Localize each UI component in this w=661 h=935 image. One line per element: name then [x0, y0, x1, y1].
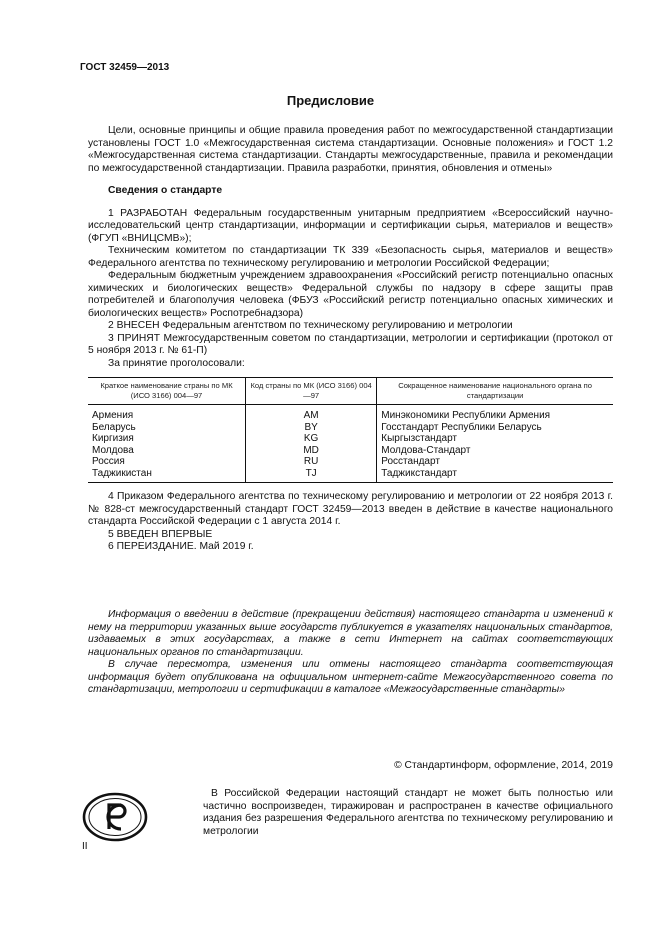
table-header-body: Сокращенное наименование национального органа по стандартизации: [377, 378, 613, 405]
reproduction-text: В Российской Федерации настоящий стандарт не может быть полностью или частично воспроизведен, тиражирован и распространен в качестве официального издания без разрешения Федерального агентства по техническому регулированию и метрологии: [203, 788, 613, 837]
country-name: Россия: [92, 456, 125, 467]
country-code: RU: [246, 456, 377, 468]
page-title: Предисловие: [286, 93, 375, 108]
standards-body: Молдова-Стандарт: [377, 445, 613, 457]
standards-body: Росстандарт: [377, 456, 613, 468]
item-1-registry: Федеральным бюджетным учреждением здравоохранения «Российский регистр потенциально опасных химических и биологических веществ» Федеральной службы по надзору в сфере защиты прав потребителей и благополучия человека (ФБУЗ «Российский регистр потенциально опасных химических и биологических веществ» Роспотребнадзора): [88, 270, 613, 319]
item-1-developed: 1 РАЗРАБОТАН Федеральным государственным унитарным предприятием «Всероссийский научно-исследовательский центр стандартизации, информации и сертификации сырья, материалов и веществ» (ФГУП «ВНИЦСМВ»);: [88, 207, 613, 244]
country-name: Молдова: [92, 444, 134, 456]
country-name: Беларусь: [92, 421, 136, 433]
table-row: [88, 456, 613, 468]
vote-label: За принятие проголосовали:: [108, 357, 245, 369]
standards-body: Минэкономики Республики Армения: [377, 405, 613, 422]
table-row: [88, 445, 613, 457]
table-header-country: Краткое наименование страны по МК (ИСО 3166) 004—97: [88, 378, 246, 405]
country-code: BY: [246, 422, 377, 434]
standards-body: Таджикстандарт: [377, 468, 613, 483]
table-row: [88, 422, 613, 434]
item-2-introduced: 2 ВНЕСЕН Федеральным агентством по техническому регулированию и метрологии: [108, 320, 513, 331]
country-name: Киргизия: [92, 433, 134, 444]
item-5-first-time: 5 ВВЕДЕН ВПЕРВЫЕ: [108, 528, 213, 540]
table-row: [88, 433, 613, 445]
gost-r-mark-icon: [82, 792, 148, 842]
standards-body: Госстандарт Республики Беларусь: [377, 422, 613, 434]
section-subheading: Сведения о стандарте: [108, 185, 223, 196]
page-number: II: [82, 841, 88, 852]
table-header-code: Код страны по МК (ИСО 3166) 004—97: [246, 378, 377, 405]
country-name: Армения: [92, 410, 134, 421]
item-3-adopted: 3 ПРИНЯТ Межгосударственным советом по стандартизации, метрологии и сертификации (протокол от 5 ноября 2013 г. № 61-П): [88, 332, 613, 356]
intro-paragraph: Цели, основные принципы и общие правила проведения работ по межгосударственной стандартизации установлены ГОСТ 1.0 «Межгосударственная система стандартизации. Основные положения» и ГОСТ 1.2 «Межгосударственная система стандартизации. Стандарты межгосударственные, правила и рекомендации по межгосударственной стандартизации. Правила разработки, принятия, обновления и отмены»: [88, 125, 613, 174]
document-id-header: ГОСТ 32459—2013: [80, 62, 170, 73]
copyright-line: © Стандартинформ, оформление, 2014, 2019: [394, 760, 613, 771]
country-code: TJ: [246, 468, 377, 483]
country-code: MD: [246, 445, 377, 457]
table-header-row: [88, 378, 613, 405]
item-1-committee: Техническим комитетом по стандартизации ТК 339 «Безопасность сырья, материалов и веществ» Федерального агентства по техническому регулированию и метрологии Российской Федерации;: [88, 245, 613, 269]
item-6-reissue: 6 ПЕРЕИЗДАНИЕ. Май 2019 г.: [108, 541, 254, 552]
reproduction-notice: [203, 788, 613, 838]
country-code: KG: [246, 433, 377, 445]
spacer: [88, 483, 613, 491]
info-paragraph-1: Информация о введении в действие (прекращении действия) настоящего стандарта и изменений к нему на территории указанных выше государств публикуется в указателях национальных стандартов, издаваемых в этих государствах, а также в сети Интернет на сайтах соответствующих национальных органов по стандартизации.: [88, 609, 613, 658]
info-paragraph-2: В случае пересмотра, изменения или отмены настоящего стандарта соответствующая информация будет опубликована на официальном интернет-сайте Межгосударственного совета по стандартизации, метрологии и сертификации в каталоге «Межгосударственные стандарты»: [88, 659, 613, 695]
table-row: [88, 468, 613, 483]
information-notice: [88, 609, 613, 697]
country-name: Таджикистан: [88, 468, 246, 483]
country-code: AM: [246, 405, 377, 422]
foreword-body: [88, 125, 613, 554]
table-row: [88, 405, 613, 422]
item-4-order: 4 Приказом Федерального агентства по техническому регулированию и метрологии от 22 ноября 2013 г. № 828-ст межгосударственный стандарт ГОСТ 32459—2013 введен в действие в качестве национального стандарта Российской Федерации с 1 августа 2014 г.: [88, 491, 613, 527]
standards-body: Кыргызстандарт: [377, 433, 613, 445]
voting-countries-table: [88, 377, 613, 483]
